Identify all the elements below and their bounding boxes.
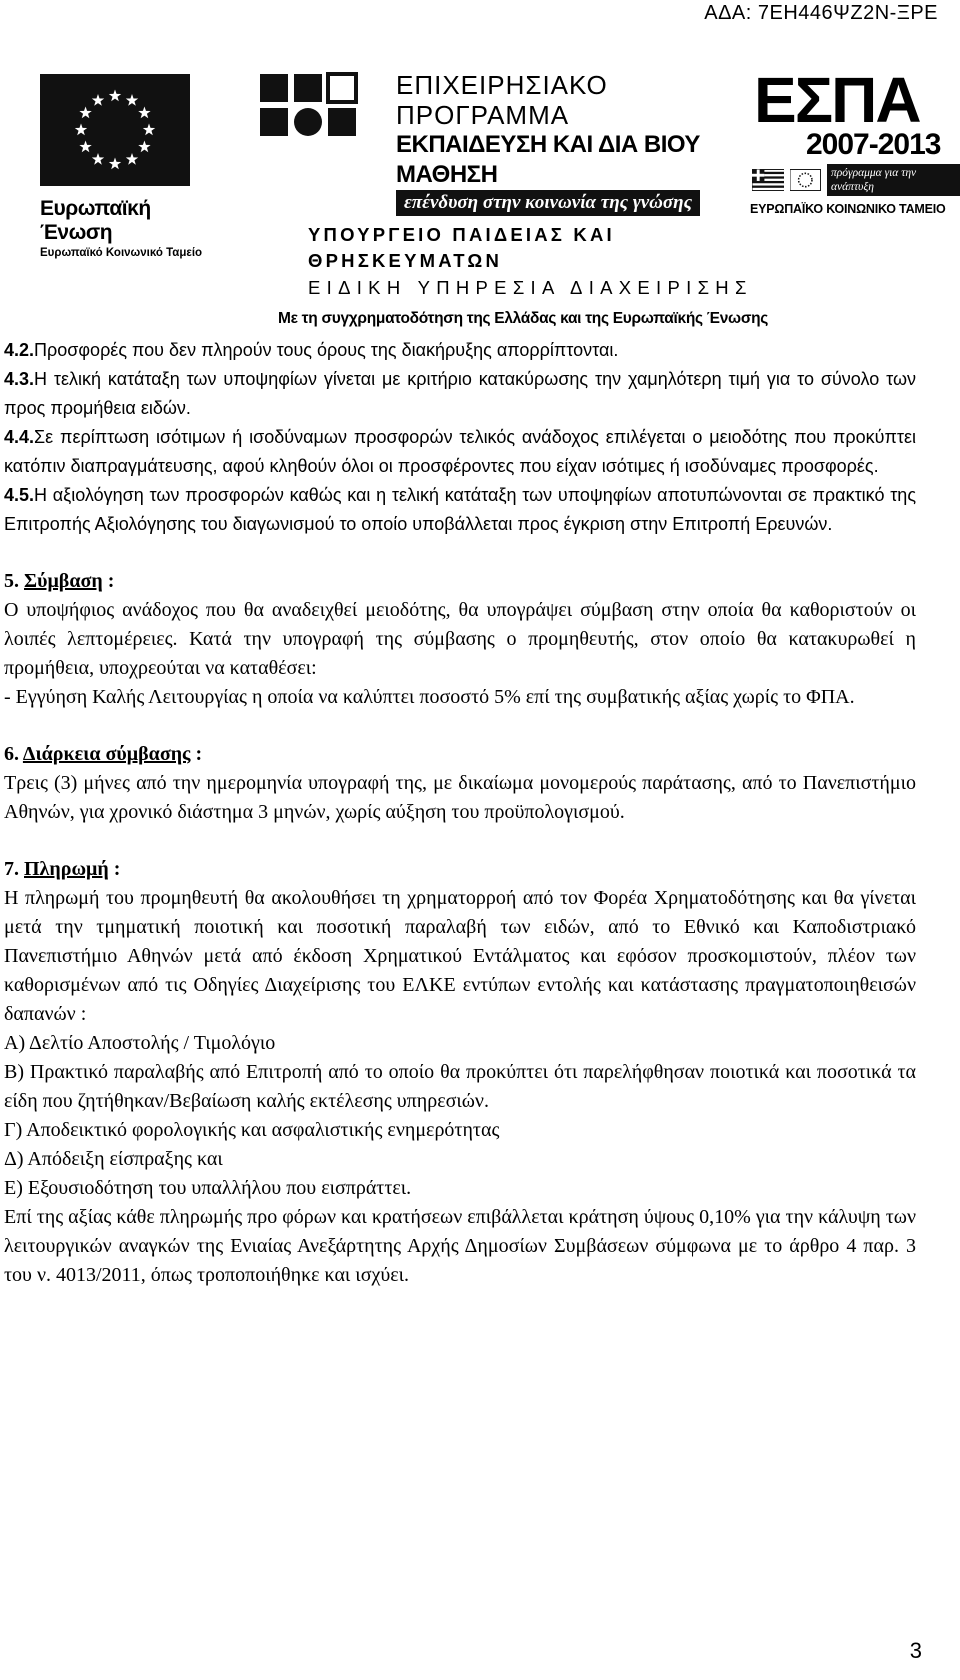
- clause-4-3: [4, 365, 916, 423]
- list-item-d: Δ) Απόδειξη είσπραξης και: [4, 1148, 223, 1170]
- eu-logo-title: Ευρωπαϊκή Ένωση: [40, 197, 151, 244]
- espa-slogan: πρόγραμμα για την ανάπτυξη: [827, 164, 960, 196]
- programme-title-2: ΕΚΠΑΙΔΕΥΣΗ ΚΑΙ ΔΙΑ ΒΙΟΥ ΜΑΘΗΣΗ: [396, 131, 700, 188]
- programme-emblem-icon: [256, 70, 376, 166]
- section-5-paragraph: Ο υποψήφιος ανάδοχος που θα αναδειχθεί μειοδότης, θα υπογράψει σύμβαση στην οποία θα καθοριστούν οι λοιπές λεπτομέρειες. Κατά την υπογραφή της σύμβασης ο προμηθευτής, στον οποίο θα κατακυρωθεί η προμήθεια, υποχρεούται να καταθέσει:: [4, 599, 916, 679]
- espa-fund-name: ΕΥΡΩΠΑΪΚΟ ΚΟΙΝΩΝΙΚΟ ΤΑΜΕΙΟ: [750, 202, 946, 216]
- page-number: 3: [909, 1638, 922, 1663]
- eu-logo-subtitle: Ευρωπαϊκό Κοινωνικό Ταμείο: [40, 247, 203, 259]
- section-6-paragraph: Τρεις (3) μήνες από την ημερομηνία υπογραφή της, με δικαίωμα μονομερούς παράτασης, από το Πανεπιστήμιο Αθηνών, για χρονικό διάστημα 3 μηνών, χωρίς αύξηση του προϋπολογισμού.: [4, 772, 916, 823]
- eu-logo: [40, 74, 224, 259]
- ada-code: ΑΔΑ: 7ΕΗ446ΨΖ2Ν-ΞΡΕ: [704, 2, 938, 24]
- clause-4-2: [4, 336, 916, 365]
- section-7-paragraph: Η πληρωμή του προμηθευτή θα ακολουθήσει τη χρηματορροή από τον Φορέα Χρηματοδότησης και θα γίνεται μετά την τμηματική ποιοτική και ποσοτική παραλαβή των ειδών, από το Εθνικό και Καποδιστριακό Πανεπιστήμιο Αθηνών μετά από έκδοση Χρηματικού Εντάλματος και εφόσον προσκομιστούν, πλέον των καθορισμένων από τις Οδηγίες Διαχείρισης του ΕΛΚΕ εντύπων εντολής και κατάστασης πραγματοποιηθεισών δαπανών :: [4, 887, 916, 1025]
- section-title: Πληρωμή: [24, 858, 109, 880]
- section-7-withholding: Επί της αξίας κάθε πληρωμής προ φόρων και κρατήσεων επιβάλλεται κράτηση ύψους 0,10% για την κάλυψη των λειτουργικών αναγκών της Ενιαίας Ανεξάρτητης Αρχής Δημοσίων Συμβάσεων σύμφωνα με το άρθρο 4 παρ. 3 του ν. 4013/2011, όπως τροποποιήθηκε και ισχύει.: [4, 1206, 916, 1286]
- section-title: Σύμβαση: [24, 570, 103, 592]
- section-5-heading: [4, 567, 916, 596]
- section-6-heading: [4, 740, 916, 769]
- clause-text: Η τελική κατάταξη των υποψηφίων γίνεται με κριτήριο κατακύρωσης την χαμηλότερη τιμή για το σύνολο των προς προμήθεια ειδών.: [4, 369, 916, 418]
- clause-4-4: [4, 423, 916, 481]
- clause-number: 4.4.: [4, 427, 35, 447]
- espa-slogan-row: [750, 164, 960, 196]
- clause-text: Προσφορές που δεν πληρούν τους όρους της διακήρυξης απορρίπτονται.: [34, 340, 619, 360]
- section-colon: :: [108, 858, 121, 880]
- clause-number: 4.2.: [4, 340, 35, 360]
- list-item-e: Ε) Εξουσιοδότηση του υπαλλήλου που εισπράττει.: [4, 1177, 412, 1199]
- header-logos: [40, 62, 960, 327]
- section-number: 5.: [4, 570, 24, 592]
- cofinancing-note: Με τη συγχρηματοδότηση της Ελλάδας και της Ευρωπαϊκής Ένωσης: [278, 310, 769, 327]
- clause-text: Η αξιολόγηση των προσφορών καθώς και η τελική κατάταξη των υποψηφίων αποτυπώνονται σε πρακτικό της Επιτροπής Αξιολόγησης του διαγωνισμού το οποίο υποβάλλεται προς έγκριση στην Επιτροπή Ερευνών.: [4, 485, 916, 534]
- section-number: 6.: [4, 743, 23, 765]
- list-item-a: Α) Δελτίο Αποστολής / Τιμολόγιο: [4, 1032, 276, 1054]
- espa-years: 2007-2013: [806, 128, 941, 161]
- greek-flag-icon: [752, 169, 784, 191]
- programme-logo: [256, 70, 776, 330]
- list-item-b: Β) Πρακτικό παραλαβής από Επιτροπή από το οποίο θα προκύπτει ότι παρελήφθησαν ποιοτικά και ποσοτικά τα είδη που ζητήθηκαν/Βεβαίωση καλής εκτέλεσης υπηρεσιών.: [4, 1061, 916, 1112]
- espa-logo: [750, 64, 960, 216]
- document-body: [4, 336, 916, 1290]
- section-colon: :: [102, 570, 115, 592]
- programme-title-1: ΕΠΙΧΕΙΡΗΣΙΑΚΟ ΠΡΟΓΡΑΜΜΑ: [396, 70, 608, 130]
- section-5-guarantee: - Εγγύηση Καλής Λειτουργίας η οποία να καλύπτει ποσοστό 5% επί της συμβατικής αξίας χωρίς το ΦΠΑ.: [4, 686, 855, 708]
- section-title: Διάρκεια σύμβασης: [22, 743, 191, 765]
- section-number: 7.: [4, 858, 24, 880]
- section-7-heading: [4, 855, 916, 884]
- clause-4-5: [4, 481, 916, 539]
- managing-authority: ΕΙΔΙΚΗ ΥΠΗΡΕΣΙΑ ΔΙΑΧΕΙΡΙΣΗΣ: [308, 277, 753, 298]
- eu-flag-small-icon: [790, 169, 821, 191]
- ministry-name: ΥΠΟΥΡΓΕΙΟ ΠΑΙΔΕΙΑΣ ΚΑΙ ΘΡΗΣΚΕΥΜΑΤΩΝ: [308, 224, 615, 271]
- eu-flag-icon: [40, 74, 190, 186]
- list-item-c: Γ) Αποδεικτικό φορολογικής και ασφαλιστικής ενημερότητας: [4, 1119, 500, 1141]
- espa-title: ΕΣΠΑ: [754, 64, 920, 136]
- clause-number: 4.5.: [4, 485, 35, 505]
- programme-slogan: επένδυση στην κοινωνία της γνώσης: [396, 190, 700, 216]
- section-colon: :: [190, 743, 203, 765]
- clause-text: Σε περίπτωση ισότιμων ή ισοδύναμων προσφορών τελικός ανάδοχος επιλέγεται ο μειοδότης που προκύπτει κατόπιν διαπραγμάτευσης, αφού κληθούν όλοι οι προσφέροντες που είχαν ισότιμες ή ισοδύναμες προσφορές.: [4, 427, 916, 476]
- clause-number: 4.3.: [4, 369, 35, 389]
